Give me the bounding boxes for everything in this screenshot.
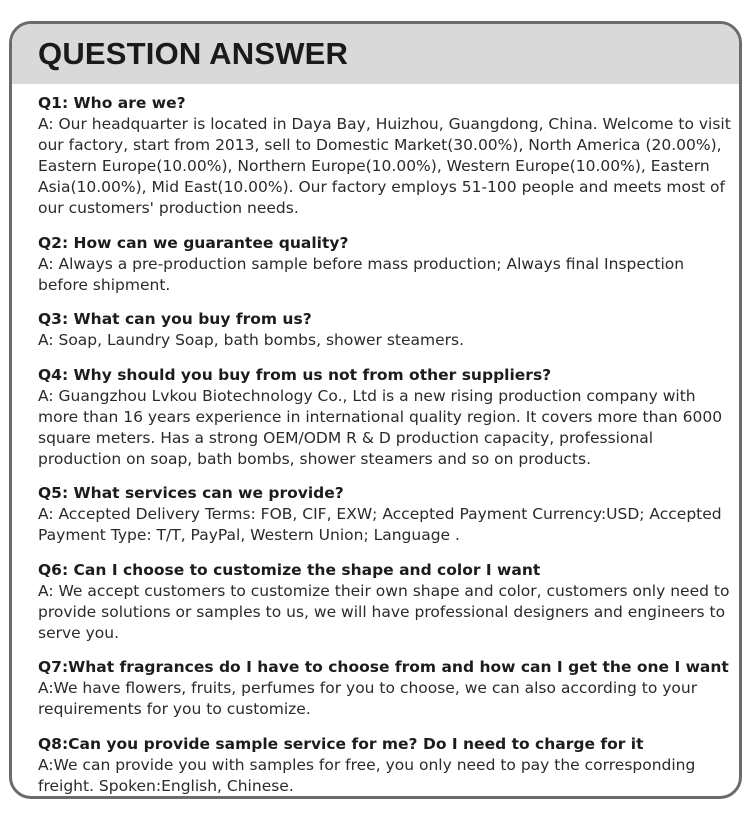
question-1: Q1: Who are we? bbox=[38, 94, 186, 112]
header-bar bbox=[12, 24, 739, 84]
qa-item-4 bbox=[38, 365, 731, 470]
qa-item-3 bbox=[38, 309, 731, 351]
page-title: QUESTION ANSWER bbox=[38, 36, 349, 71]
answer-3: A: Soap, Laundry Soap, bath bombs, shower steamers. bbox=[38, 331, 465, 349]
qa-item-1 bbox=[38, 93, 731, 219]
question-4: Q4: Why should you buy from us not from other suppliers? bbox=[38, 365, 552, 384]
qa-item-7 bbox=[38, 657, 731, 720]
question-7: Q7:What fragrances do I have to choose from and how can I get the one I want bbox=[38, 658, 729, 676]
qa-item-6 bbox=[38, 560, 731, 644]
answer-4: A: Guangzhou Lvkou Biotechnology Co., Ltd is a new rising production company with more than 16 years experience in international quality region. It covers more than 6000 square meters. Has a strong OEM/ODM R & D production capacity, professional production on soap, bath bombs, shower steamers and so on products. bbox=[38, 386, 723, 468]
qa-item-2 bbox=[38, 233, 731, 296]
qa-list bbox=[38, 93, 731, 799]
qa-item-5 bbox=[38, 483, 731, 546]
qa-item-8 bbox=[38, 734, 731, 797]
answer-5: A: Accepted Delivery Terms: FOB, CIF, EXW; Accepted Payment Currency:USD; Accepted Payment Type: T/T, PayPal, Western Union; Language . bbox=[38, 505, 722, 544]
question-2: Q2: How can we guarantee quality? bbox=[38, 233, 349, 252]
question-5: Q5: What services can we provide? bbox=[38, 484, 344, 502]
question-3: Q3: What can you buy from us? bbox=[38, 310, 312, 328]
question-6: Q6: Can I choose to customize the shape and color I want bbox=[38, 560, 541, 579]
answer-7: A:We have flowers, fruits, perfumes for you to choose, we can also according to your requirements for you to customize. bbox=[38, 679, 698, 718]
answer-1: A: Our headquarter is located in Daya Bay, Huizhou, Guangdong, China. Welcome to visit our factory, start from 2013, sell to Domestic Market(30.00%), North America (20.00%), Eastern Europe(10.00%), Northern Europe(10.00%), Western Europe(10.00%), Eastern Asia(10.00%), Mid East(10.00%). Our factory employs 51-100 people and meets most of our customers' production needs. bbox=[38, 115, 731, 217]
answer-2: A: Always a pre-production sample before mass production; Always final Inspection before shipment. bbox=[38, 254, 685, 294]
question-8: Q8:Can you provide sample service for me? Do I need to charge for it bbox=[38, 734, 644, 753]
answer-8: A:We can provide you with samples for free, you only need to pay the corresponding freight. Spoken:English, Chinese. bbox=[38, 755, 696, 795]
answer-6: A: We accept customers to customize their own shape and color, customers only need to provide solutions or samples to us, we will have professional designers and engineers to serve you. bbox=[38, 581, 730, 642]
qa-card bbox=[9, 21, 742, 799]
